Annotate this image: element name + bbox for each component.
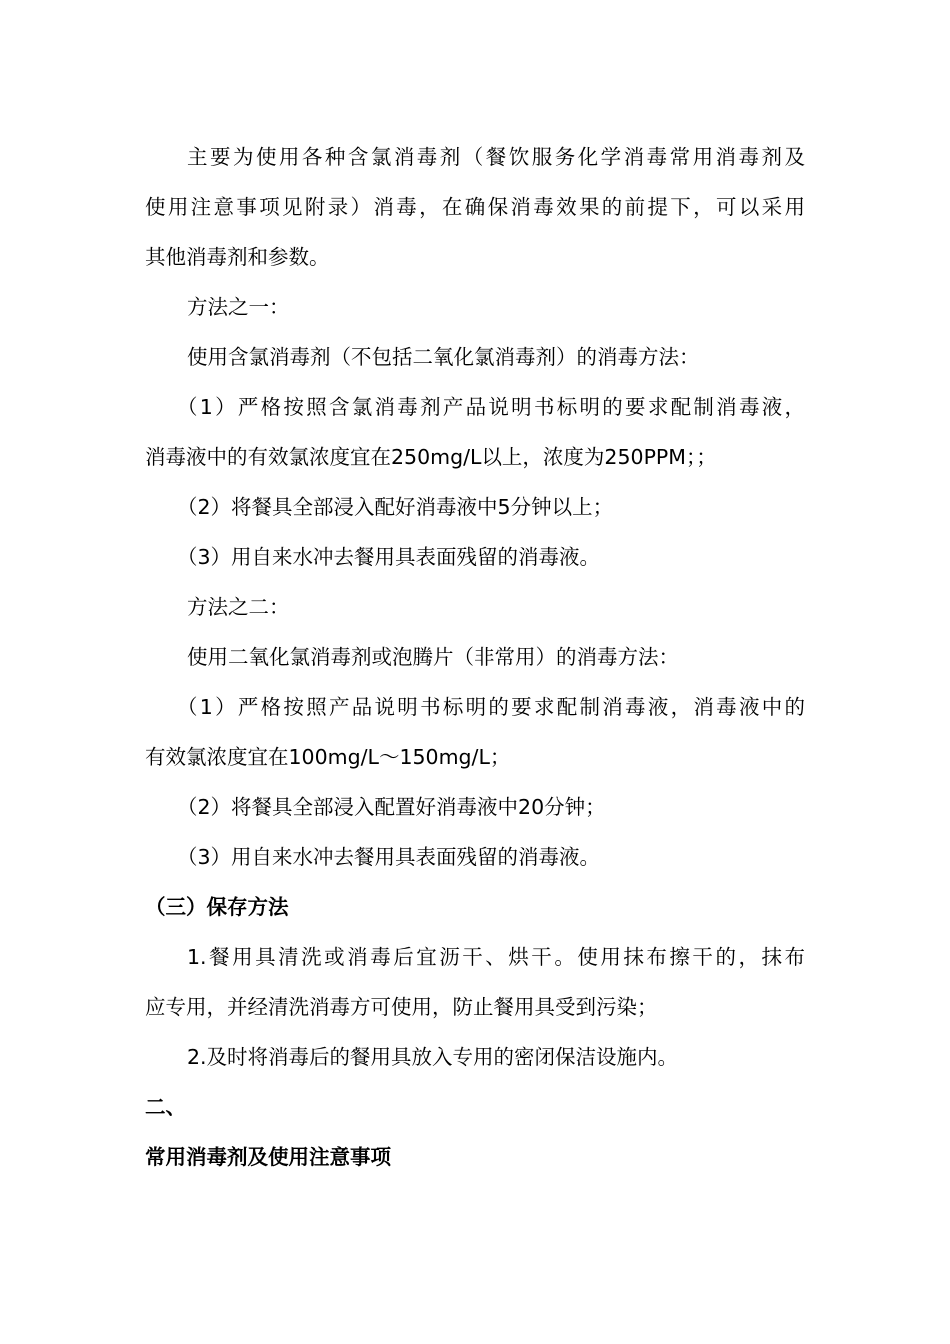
storage-item-1: 1.餐用具清洗或消毒后宜沥干、烘干。使用抹布擦干的，抹布 xyxy=(187,945,805,969)
method-two-title: 使用二氧化氯消毒剂或泡腾片（非常用）的消毒方法： xyxy=(187,645,679,669)
document-body xyxy=(145,132,805,1182)
paragraph-line-1: 主要为使用各种含氯消毒剂（餐饮服务化学消毒常用消毒剂及 xyxy=(187,145,805,169)
storage-item-2: 2.及时将消毒后的餐用具放入专用的密闭保洁设施内。 xyxy=(187,1045,679,1069)
method-two-step-3: （3）用自来水冲去餐用具表面残留的消毒液。 xyxy=(177,845,601,869)
storage-item-1-cont: 应专用，并经清洗消毒方可使用，防止餐用具受到污染； xyxy=(145,995,658,1019)
method-two-step-1-cont: 有效氯浓度宜在100mg/L～150mg/L； xyxy=(145,745,511,769)
method-two-step-1: （1）严格按照产品说明书标明的要求配制消毒液，消毒液中的 xyxy=(177,695,805,719)
paragraph-line-3: 其他消毒剂和参数。 xyxy=(145,245,330,269)
method-one-step-3: （3）用自来水冲去餐用具表面残留的消毒液。 xyxy=(177,545,601,569)
method-two-step-2: （2）将餐具全部浸入配置好消毒液中20分钟； xyxy=(177,795,606,819)
section-number-two: 二、 xyxy=(145,1095,186,1119)
method-one-step-1-cont: 消毒液中的有效氯浓度宜在250mg/L以上，浓度为250PPM；； xyxy=(145,445,717,469)
method-one-title: 使用含氯消毒剂（不包括二氧化氯消毒剂）的消毒方法： xyxy=(187,345,700,369)
method-one-step-1: （1）严格按照含氯消毒剂产品说明书标明的要求配制消毒液， xyxy=(177,395,805,419)
method-one-heading: 方法之一： xyxy=(187,295,290,319)
paragraph-line-2: 使用注意事项见附录）消毒，在确保消毒效果的前提下，可以采用 xyxy=(145,195,805,219)
section-heading-storage: （三）保存方法 xyxy=(145,895,289,919)
method-two-heading: 方法之二： xyxy=(187,595,290,619)
method-one-step-2: （2）将餐具全部浸入配好消毒液中5分钟以上； xyxy=(177,495,614,519)
section-title-common-disinfectants: 常用消毒剂及使用注意事项 xyxy=(145,1145,391,1169)
